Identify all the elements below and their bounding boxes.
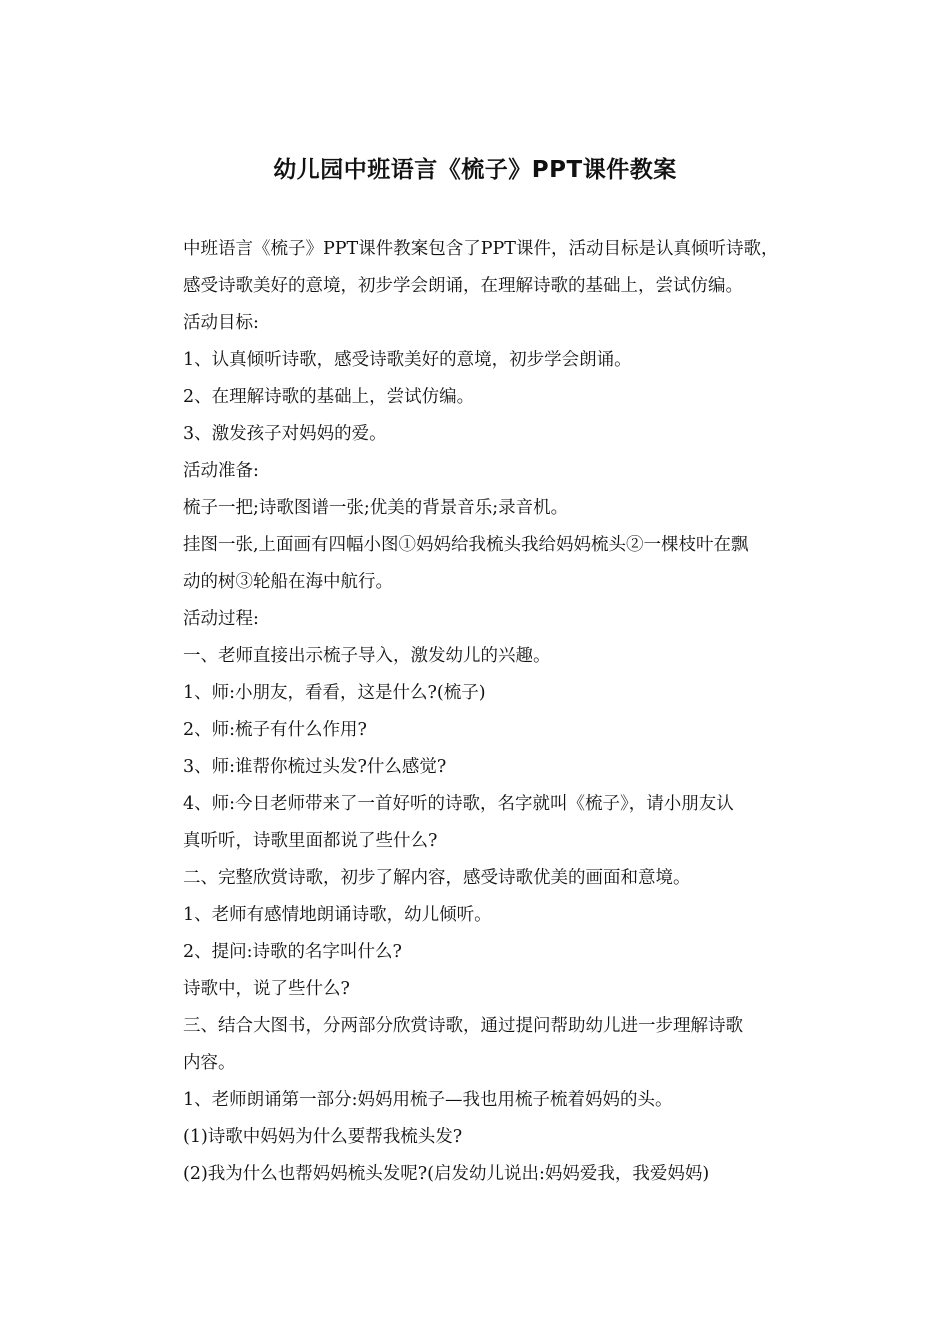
paragraph	[145, 527, 835, 601]
list-item	[145, 749, 835, 786]
text-line: 三、结合大图书，分两部分欣赏诗歌，通过提问帮助幼儿进一步理解诗歌	[183, 1016, 743, 1036]
text-line: 中班语言《梳子》PPT课件教案包含了PPT课件，活动目标是认真倾听诗歌，	[183, 239, 779, 259]
text-line: 一、老师直接出示梳子导入，激发幼儿的兴趣。	[183, 646, 551, 666]
list-item	[145, 342, 835, 379]
paragraph	[145, 971, 835, 1008]
text-line: 活动准备:	[183, 461, 259, 481]
text-line: (1)诗歌中妈妈为什么要帮我梳头发?	[183, 1127, 463, 1147]
text-line: 真听听，诗歌里面都说了些什么?	[183, 831, 438, 851]
text-line: 1、老师有感情地朗诵诗歌，幼儿倾听。	[183, 905, 492, 925]
list-item	[145, 675, 835, 712]
document-body	[145, 231, 835, 1193]
list-item	[145, 786, 835, 860]
text-line: 动的树③轮船在海中航行。	[183, 572, 393, 592]
paragraph-intro	[145, 231, 835, 305]
text-line: 2、师:梳子有什么作用?	[183, 720, 367, 740]
section-heading-process	[145, 601, 835, 638]
text-line: (2)我为什么也帮妈妈梳头发呢?(启发幼儿说出:妈妈爱我，我爱妈妈)	[183, 1164, 710, 1184]
text-line: 活动过程:	[183, 609, 259, 629]
list-item	[145, 712, 835, 749]
list-item	[145, 1082, 835, 1119]
text-line: 4、师:今日老师带来了一首好听的诗歌，名字就叫《梳子》，请小朋友认	[183, 794, 734, 814]
list-item	[145, 934, 835, 971]
section-heading-goals	[145, 305, 835, 342]
text-line: 梳子一把;诗歌图谱一张;优美的背景音乐;录音机。	[183, 498, 569, 518]
list-item	[145, 379, 835, 416]
text-line: 2、提问:诗歌的名字叫什么?	[183, 942, 402, 962]
paragraph	[145, 490, 835, 527]
list-item	[145, 416, 835, 453]
text-line: 内容。	[183, 1053, 236, 1073]
subsection-heading	[145, 860, 835, 897]
text-line: 2、在理解诗歌的基础上，尝试仿编。	[183, 387, 475, 407]
list-item	[145, 1119, 835, 1156]
text-line: 活动目标:	[183, 313, 259, 333]
list-item	[145, 897, 835, 934]
list-item	[145, 1156, 835, 1193]
text-line: 1、老师朗诵第一部分:妈妈用梳子—我也用梳子梳着妈妈的头。	[183, 1090, 673, 1110]
section-heading-preparation	[145, 453, 835, 490]
subsection-heading	[145, 638, 835, 675]
text-line: 感受诗歌美好的意境，初步学会朗诵，在理解诗歌的基础上，尝试仿编。	[183, 276, 743, 296]
text-line: 1、师:小朋友，看看，这是什么?(梳子)	[183, 683, 486, 703]
text-line: 3、激发孩子对妈妈的爱。	[183, 424, 387, 444]
text-line: 挂图一张,上面画有四幅小图①妈妈给我梳头我给妈妈梳头②一棵枝叶在飘	[183, 535, 749, 555]
document-title: 幼儿园中班语言《梳子》PPT课件教案	[273, 157, 677, 183]
text-line: 二、完整欣赏诗歌，初步了解内容，感受诗歌优美的画面和意境。	[183, 868, 691, 888]
text-line: 1、认真倾听诗歌，感受诗歌美好的意境，初步学会朗诵。	[183, 350, 632, 370]
text-line: 3、师:谁帮你梳过头发?什么感觉?	[183, 757, 447, 777]
subsection-heading	[145, 1008, 835, 1082]
text-line: 诗歌中，说了些什么?	[183, 979, 350, 999]
